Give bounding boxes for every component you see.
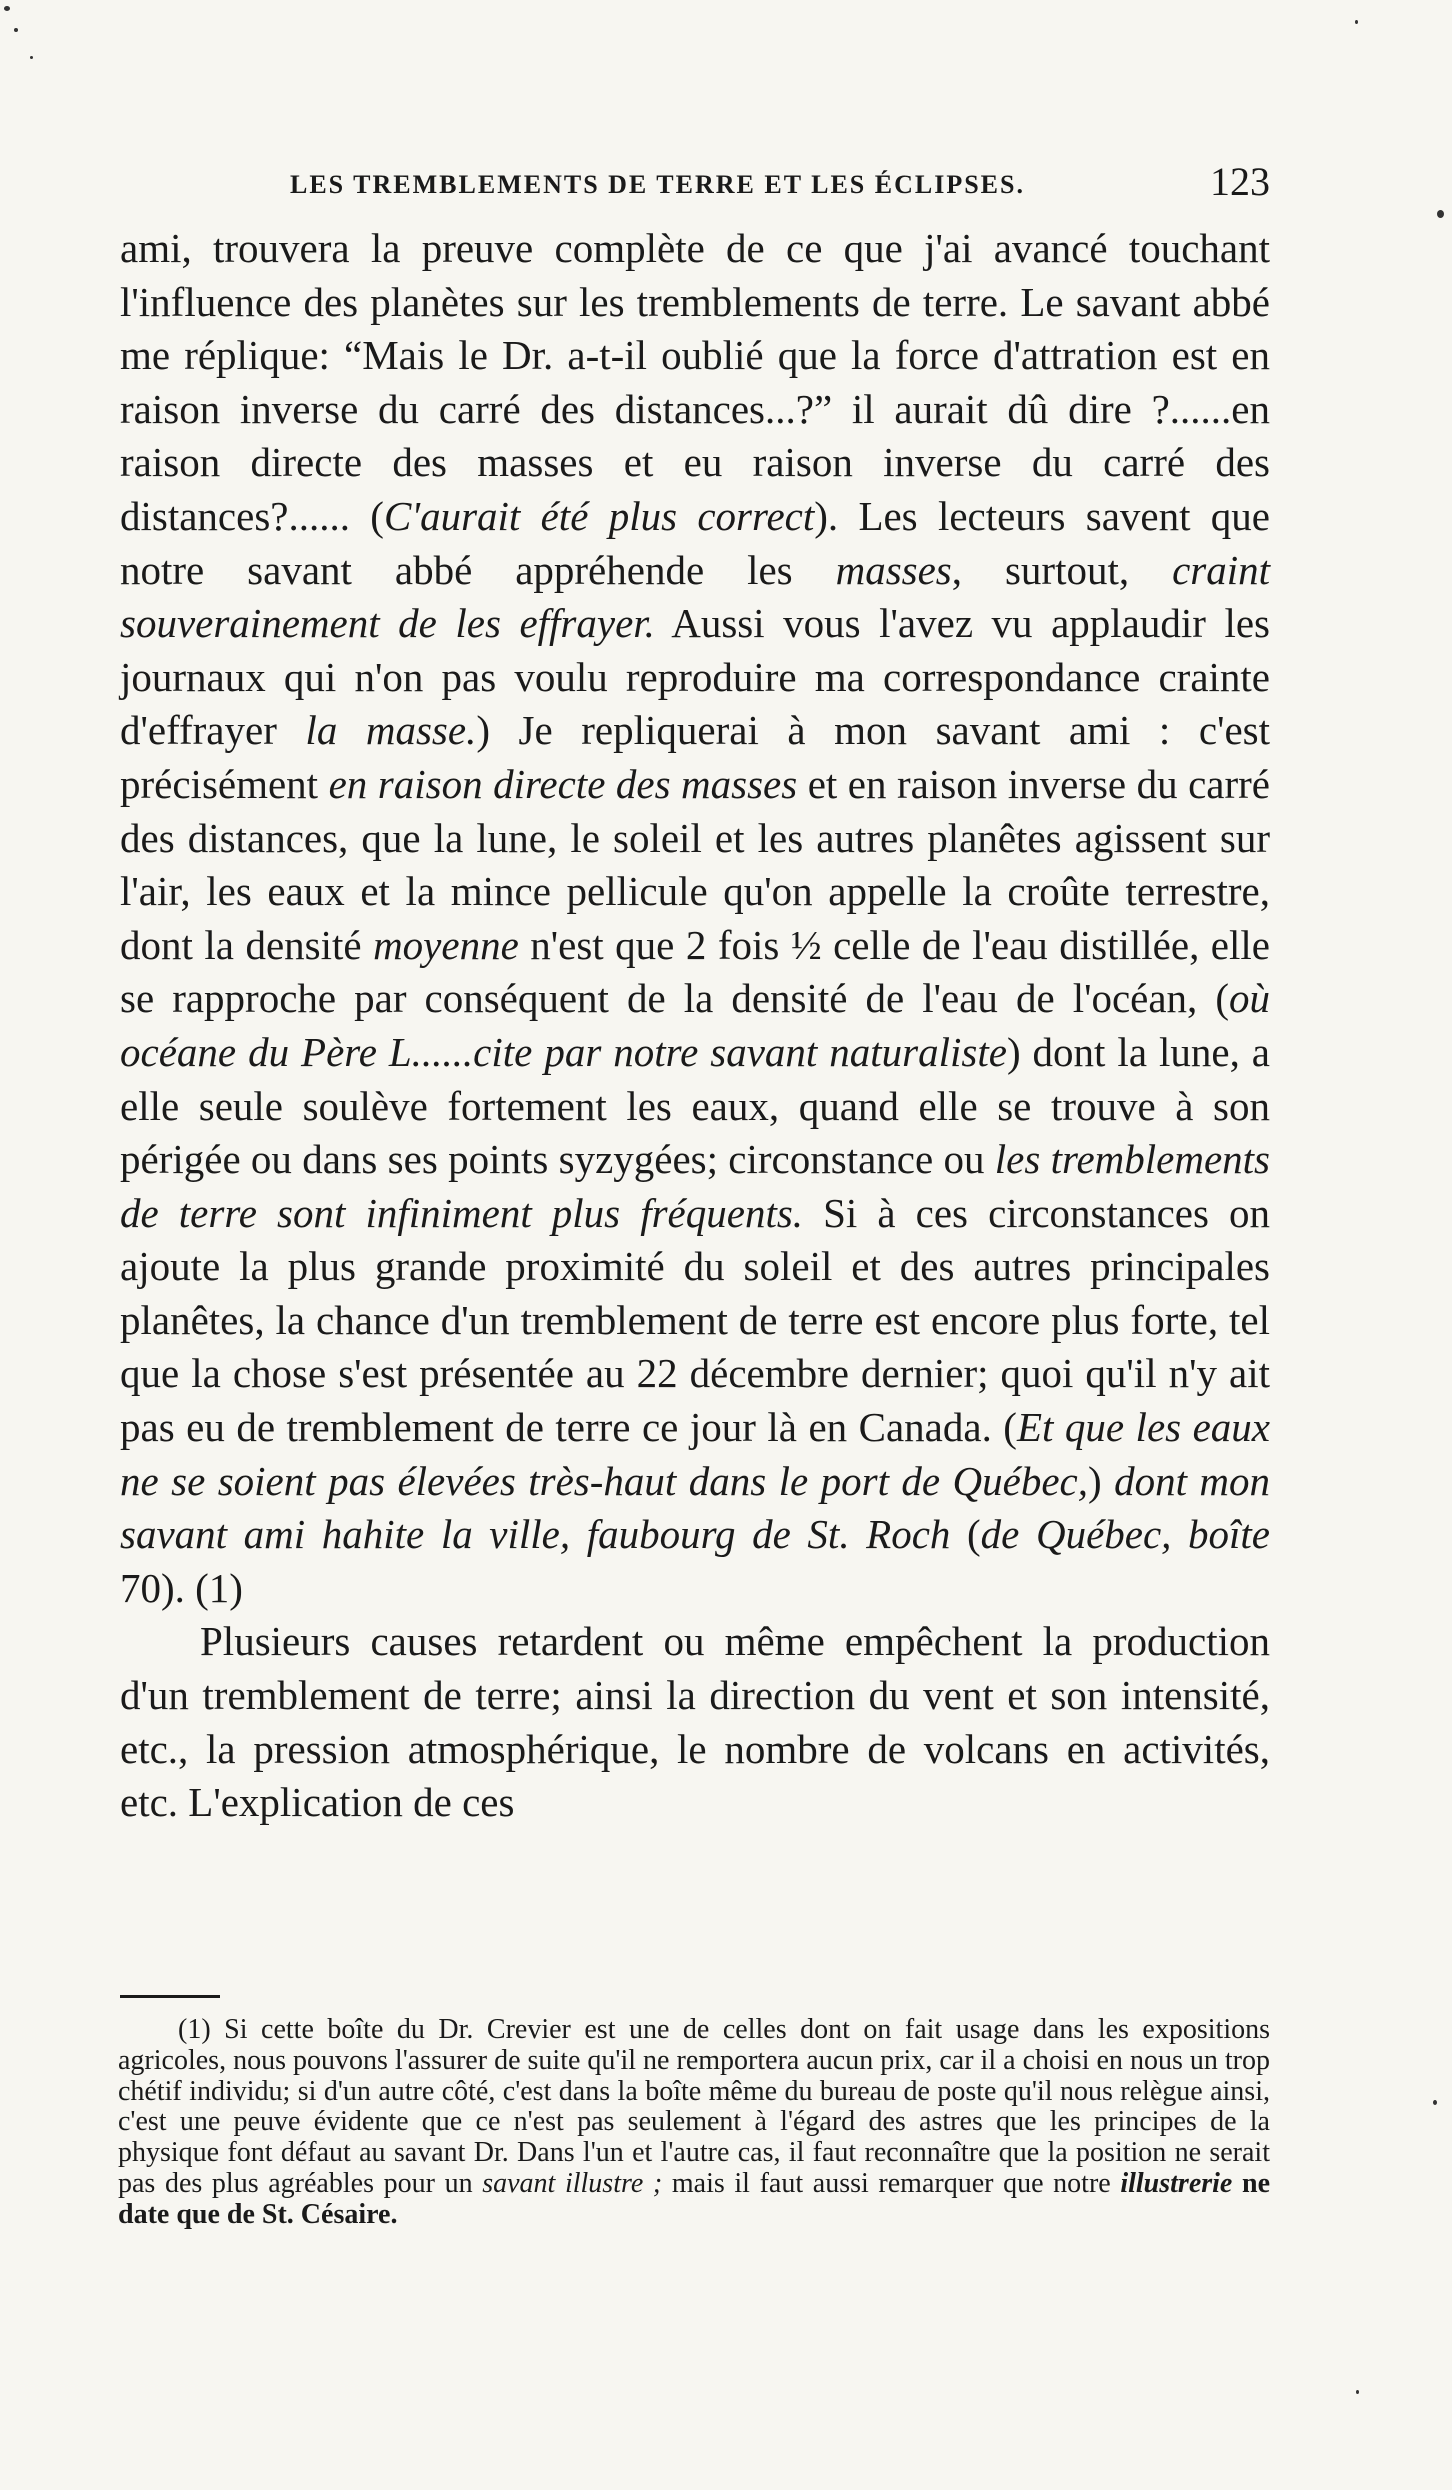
page-header [120, 150, 1270, 220]
footnote: (1) Si cette boîte du Dr. Crevier est une de celles dont on fait usage dans les expositions agricoles, nous pouvons l'assurer de suite qu'il ne remportera aucun prix, car il a choisi en nous un trop chétif individu; si d'un autre côté, c'est dans la boîte même du bureau de poste qu'il nous relègue ainsi, c'est une peuve évidente que ce n'est pas seulement à l'égard des astres que les principes de la physique font défaut au savant Dr. Dans l'un et l'autre cas, il faut reconnaître que la position ne serait pas des plus agréables pour un savant illustre ; mais il faut aussi remarquer que notre illustrerie ne date que de St. Césaire. [118, 2014, 1271, 2230]
footnote-rule [120, 1995, 220, 1998]
footnote-mark: (1) [178, 2014, 211, 2045]
body-text [120, 222, 1270, 1830]
page-number: 123 [1210, 159, 1270, 204]
running-head: LES TREMBLEMENTS DE TERRE ET LES ÉCLIPSES. [290, 170, 1025, 199]
paragraph-1: ami, trouvera la preuve complète de ce que j'ai avancé touchant l'influence des planètes sur les tremblements de terre. Le savant abbé me réplique: “Mais le Dr. a-t-il oublié que la force d'attration est en raison inverse du carré des distances...?” il aurait dû dire ?......en raison directe des masses et eu raison inverse du carré des distances?...... (C'aurait été plus correct). Les lecteurs savent que notre savant abbé appréhende les masses, surtout, craint souverainement de les effrayer. Aussi vous l'avez vu applaudir les journaux qui n'on pas voulu reproduire ma correspondance crainte d'effrayer la masse.) Je repliquerai à mon savant ami : c'est précisément en raison directe des masses et en raison inverse du carré des distances, que la lune, le soleil et les autres planêtes agissent sur l'air, les eaux et la mince pellicule qu'on appelle la croûte terrestre, dont la densité moyenne n'est que 2 fois ½ celle de l'eau distillée, elle se rapproche par conséquent de la densité de l'eau de l'océan, (où océane du Père L......cite par notre savant naturaliste) dont la lune, a elle seule soulève fortement les eaux, quand elle se trouve à son périgée ou dans ses points syzygées; circonstance ou les tremblements de terre sont infiniment plus fréquents. Si à ces circonstances on ajoute la plus grande proximité du soleil et des autres principales planêtes, la chance d'un tremblement de terre est encore plus forte, tel que la chose s'est présentée au 22 décembre dernier; quoi qu'il n'y ait pas eu de tremblement de terre ce jour là en Canada. (Et que les eaux ne se soient pas élevées très-haut dans le port de Québec,) dont mon savant ami hahite la ville, faubourg de St. Roch (de Québec, boîte 70). (1) [120, 225, 1271, 1611]
paragraph-2: Plusieurs causes retardent ou même empêchent la production d'un tremblement de terre; ainsi la direction du vent et son intensité, etc., la pression atmosphérique, le nombre de volcans en activités, etc. L'explication de ces [120, 1618, 1270, 1826]
